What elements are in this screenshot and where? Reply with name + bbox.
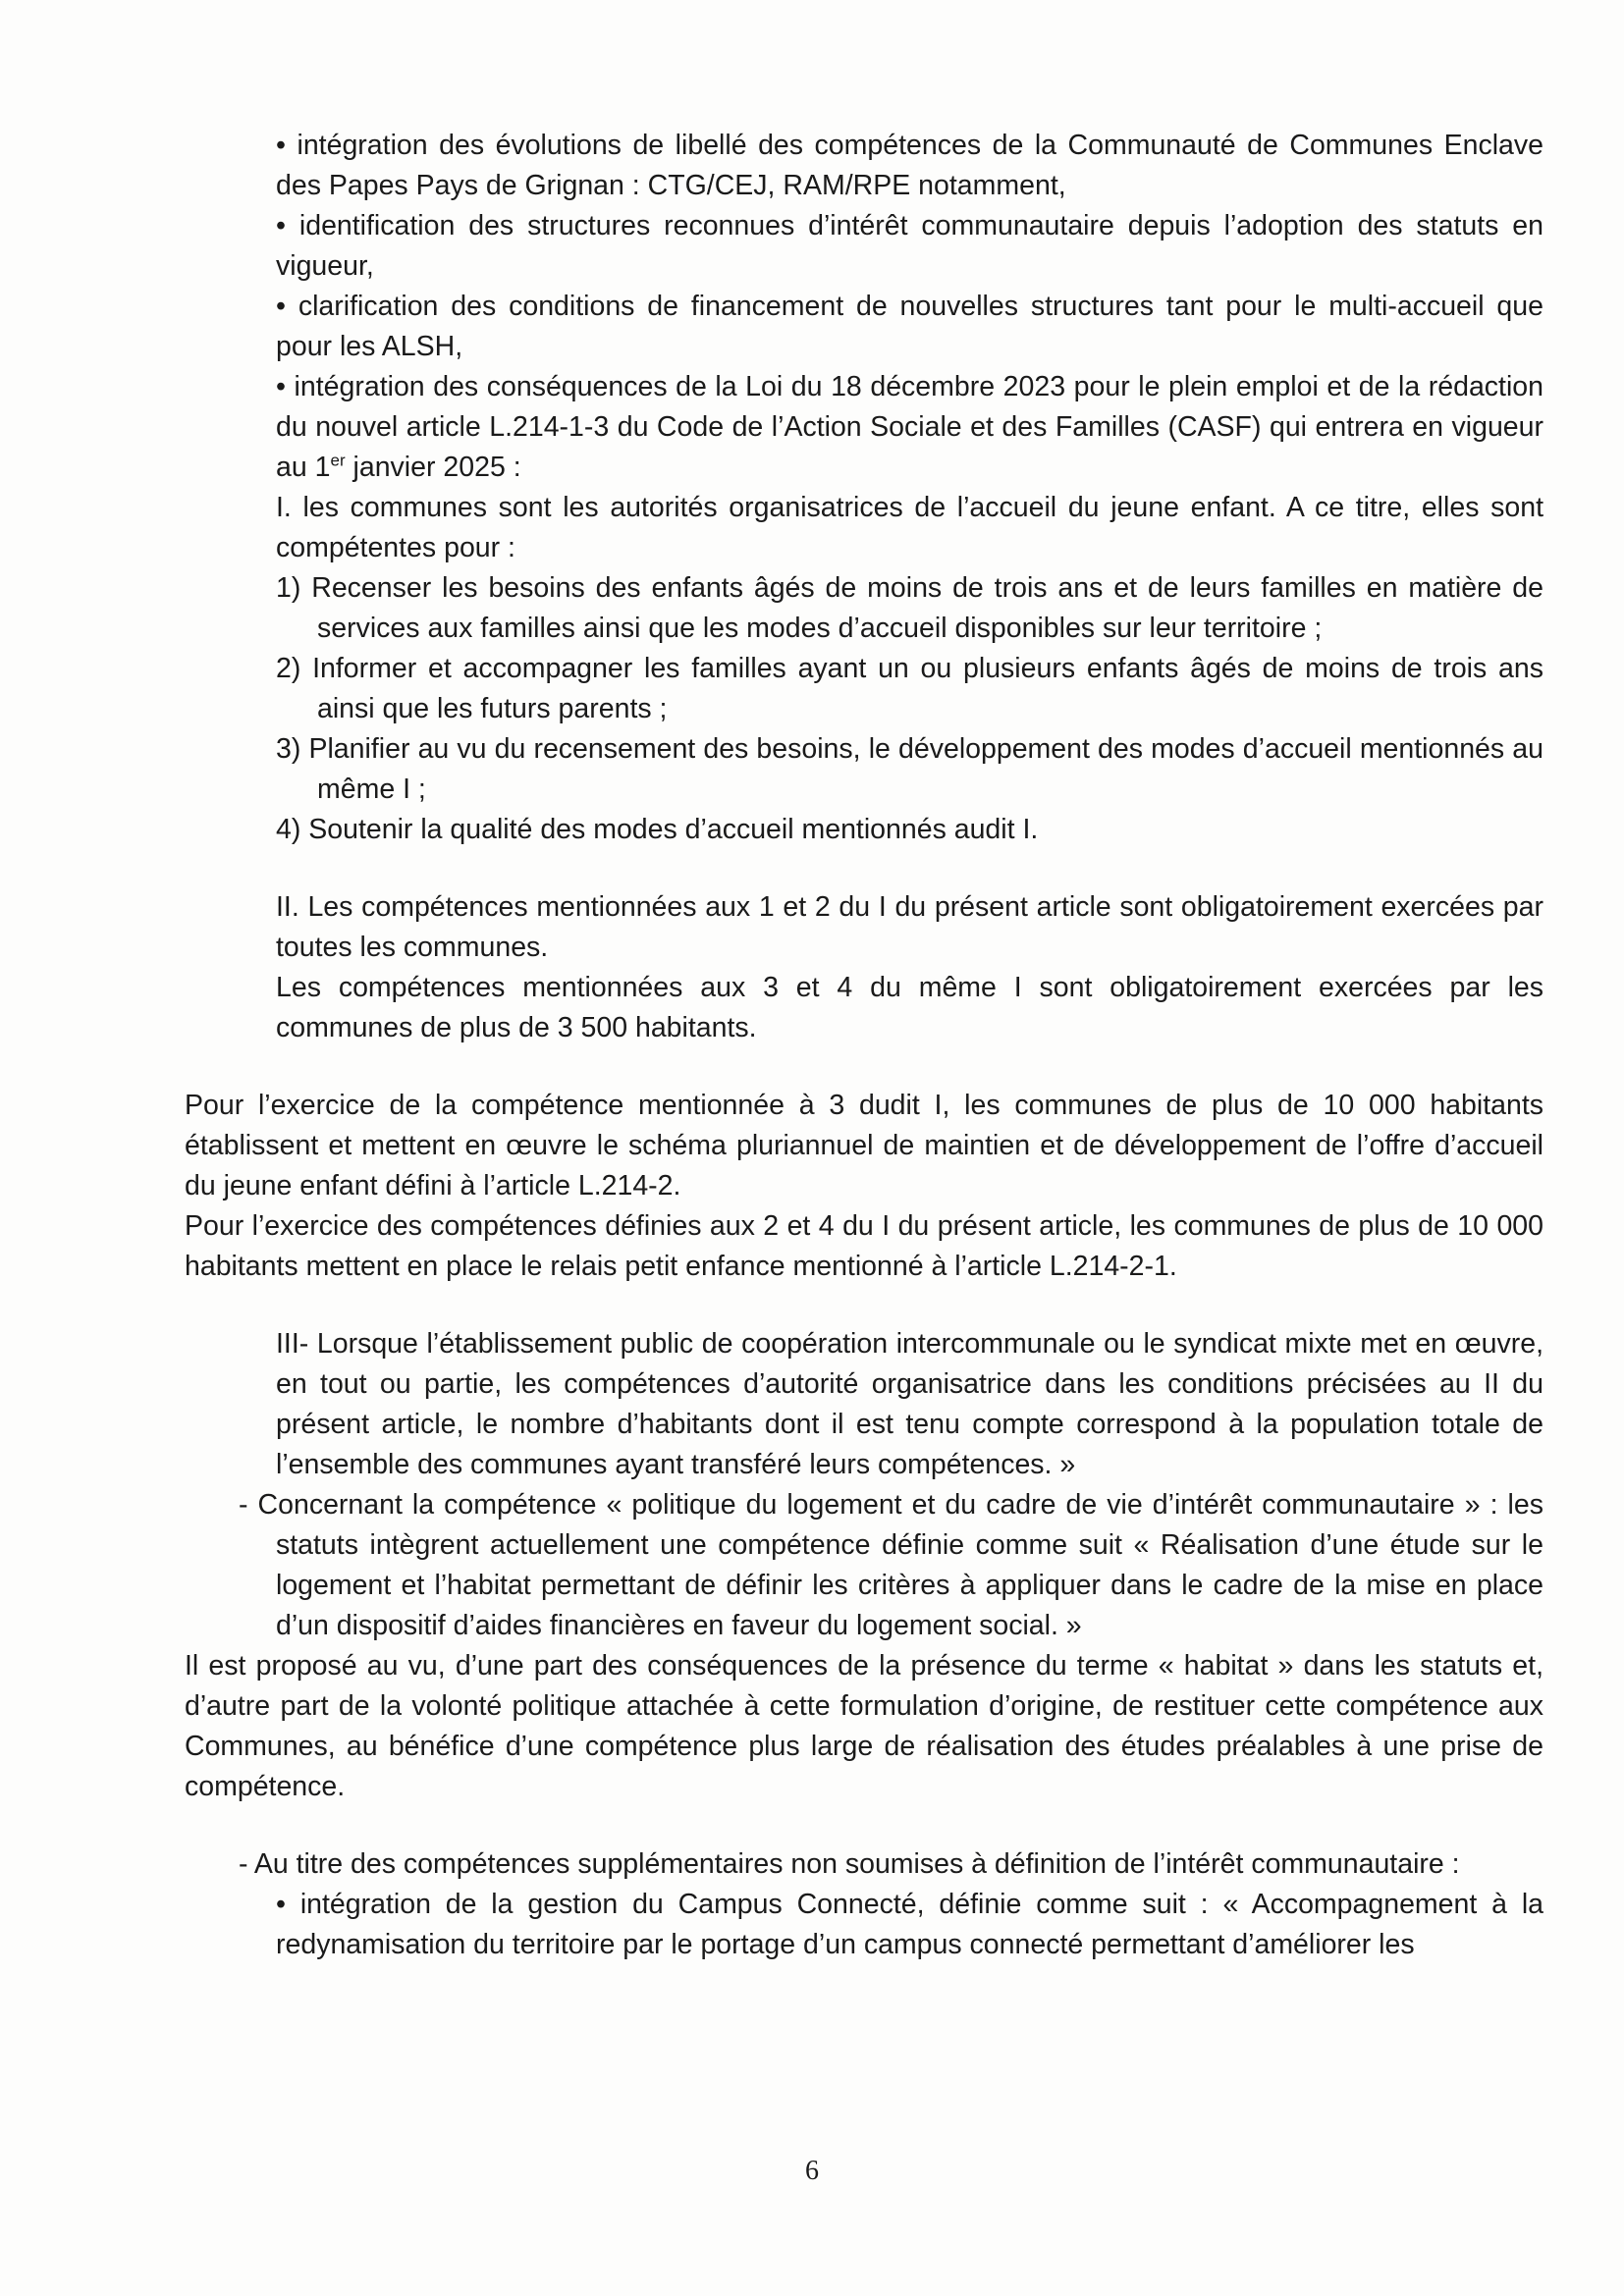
paragraph-proposition: Il est proposé au vu, d’une part des conséquences de la présence du terme « habitat » dans les statuts et, d’autre part de la volonté politique attachée à cette formulation d’origine, de restituer cette compétence aux Communes, au bénéfice d’une compétence plus large de réalisation des études préalables à une prise de compétence. (185, 1650, 1543, 1802)
dash-item-supplementaires: - Au titre des compétences supplémentaires non soumises à définition de l’intérêt communautaire : (239, 1848, 1460, 1880)
bullet-item: • intégration des évolutions de libellé des compétences de la Communauté de Communes Enclave des Papes Pays de Grignan : CTG/CEJ, RAM/RPE notamment, (276, 130, 1543, 201)
numbered-item: 3) Planifier au vu du recensement des besoins, le développement des modes d’accueil mentionnés au même I ; (276, 733, 1543, 805)
numbered-item: 1) Recenser les besoins des enfants âgés de moins de trois ans et de leurs familles en matière de services aux familles ainsi que les modes d’accueil disponibles sur leur territoire ; (276, 572, 1543, 644)
bullet-item-campus: • intégration de la gestion du Campus Connecté, définie comme suit : « Accompagnement à la redynamisation du territoire par le portage d’un campus connecté permettant d’améliorer les (276, 1889, 1543, 1960)
section-ii-first: II. Les compétences mentionnées aux 1 et 2 du I du présent article sont obligatoirement exercées par toutes les communes. (276, 891, 1543, 963)
section-i: I. les communes sont les autorités organisatrices de l’accueil du jeune enfant. A ce titre, elles sont compétentes pour : (276, 492, 1543, 563)
superscript: er (330, 451, 346, 470)
bullet-item-loi (185, 367, 1543, 488)
numbered-item: 2) Informer et accompagner les familles ayant un ou plusieurs enfants âgés de moins de trois ans ainsi que les futurs parents ; (276, 653, 1543, 724)
page-body (185, 126, 1543, 1965)
bullet-text-end: janvier 2025 : (345, 452, 521, 483)
paragraph-exercice-schema: Pour l’exercice de la compétence mentionnée à 3 dudit I, les communes de plus de 10 000 habitants établissent et mettent en œuvre le schéma pluriannuel de maintien et de développement de l’offre d’accueil du jeune enfant défini à l’article L.214-2. (185, 1090, 1543, 1201)
dash-item-logement: - Concernant la compétence « politique du logement et du cadre de vie d’intérêt communautaire » : les statuts intègrent actuellement une compétence définie comme suit « Réalisation d’une étude sur le logement et l’habitat permettant de définir les critères à appliquer dans le cadre de la mise en place d’un dispositif d’aides financières en faveur du logement social. » (239, 1489, 1543, 1641)
bullet-item: • clarification des conditions de financement de nouvelles structures tant pour le multi-accueil que pour les ALSH, (276, 291, 1543, 362)
page-number: 6 (805, 2156, 819, 2186)
numbered-item: 4) Soutenir la qualité des modes d’accueil mentionnés audit I. (276, 814, 1039, 845)
section-ii-second: Les compétences mentionnées aux 3 et 4 du même I sont obligatoirement exercées par les communes de plus de 3 500 habitants. (276, 972, 1543, 1043)
bullet-text: • intégration des conséquences de la Loi du 18 décembre 2023 pour le plein emploi et de la rédaction du nouvel article L.214-1-3 du Code de l’Action Sociale et des Familles (CASF) qui entrera en vigueur au 1 (276, 371, 1543, 483)
paragraph-exercice-relais: Pour l’exercice des compétences définies aux 2 et 4 du I du présent article, les communes de plus de 10 000 habitants mettent en place le relais petit enfance mentionné à l’article L.214-2-1. (185, 1210, 1543, 1282)
bullet-item: • identification des structures reconnues d’intérêt communautaire depuis l’adoption des statuts en vigueur, (276, 210, 1543, 282)
section-iii: III- Lorsque l’établissement public de coopération intercommunale ou le syndicat mixte met en œuvre, en tout ou partie, les compétences d’autorité organisatrice dans les conditions précisées au II du présent article, le nombre d’habitants dont il est tenu compte correspond à la population totale de l’ensemble des communes ayant transféré leurs compétences. » (276, 1328, 1543, 1480)
